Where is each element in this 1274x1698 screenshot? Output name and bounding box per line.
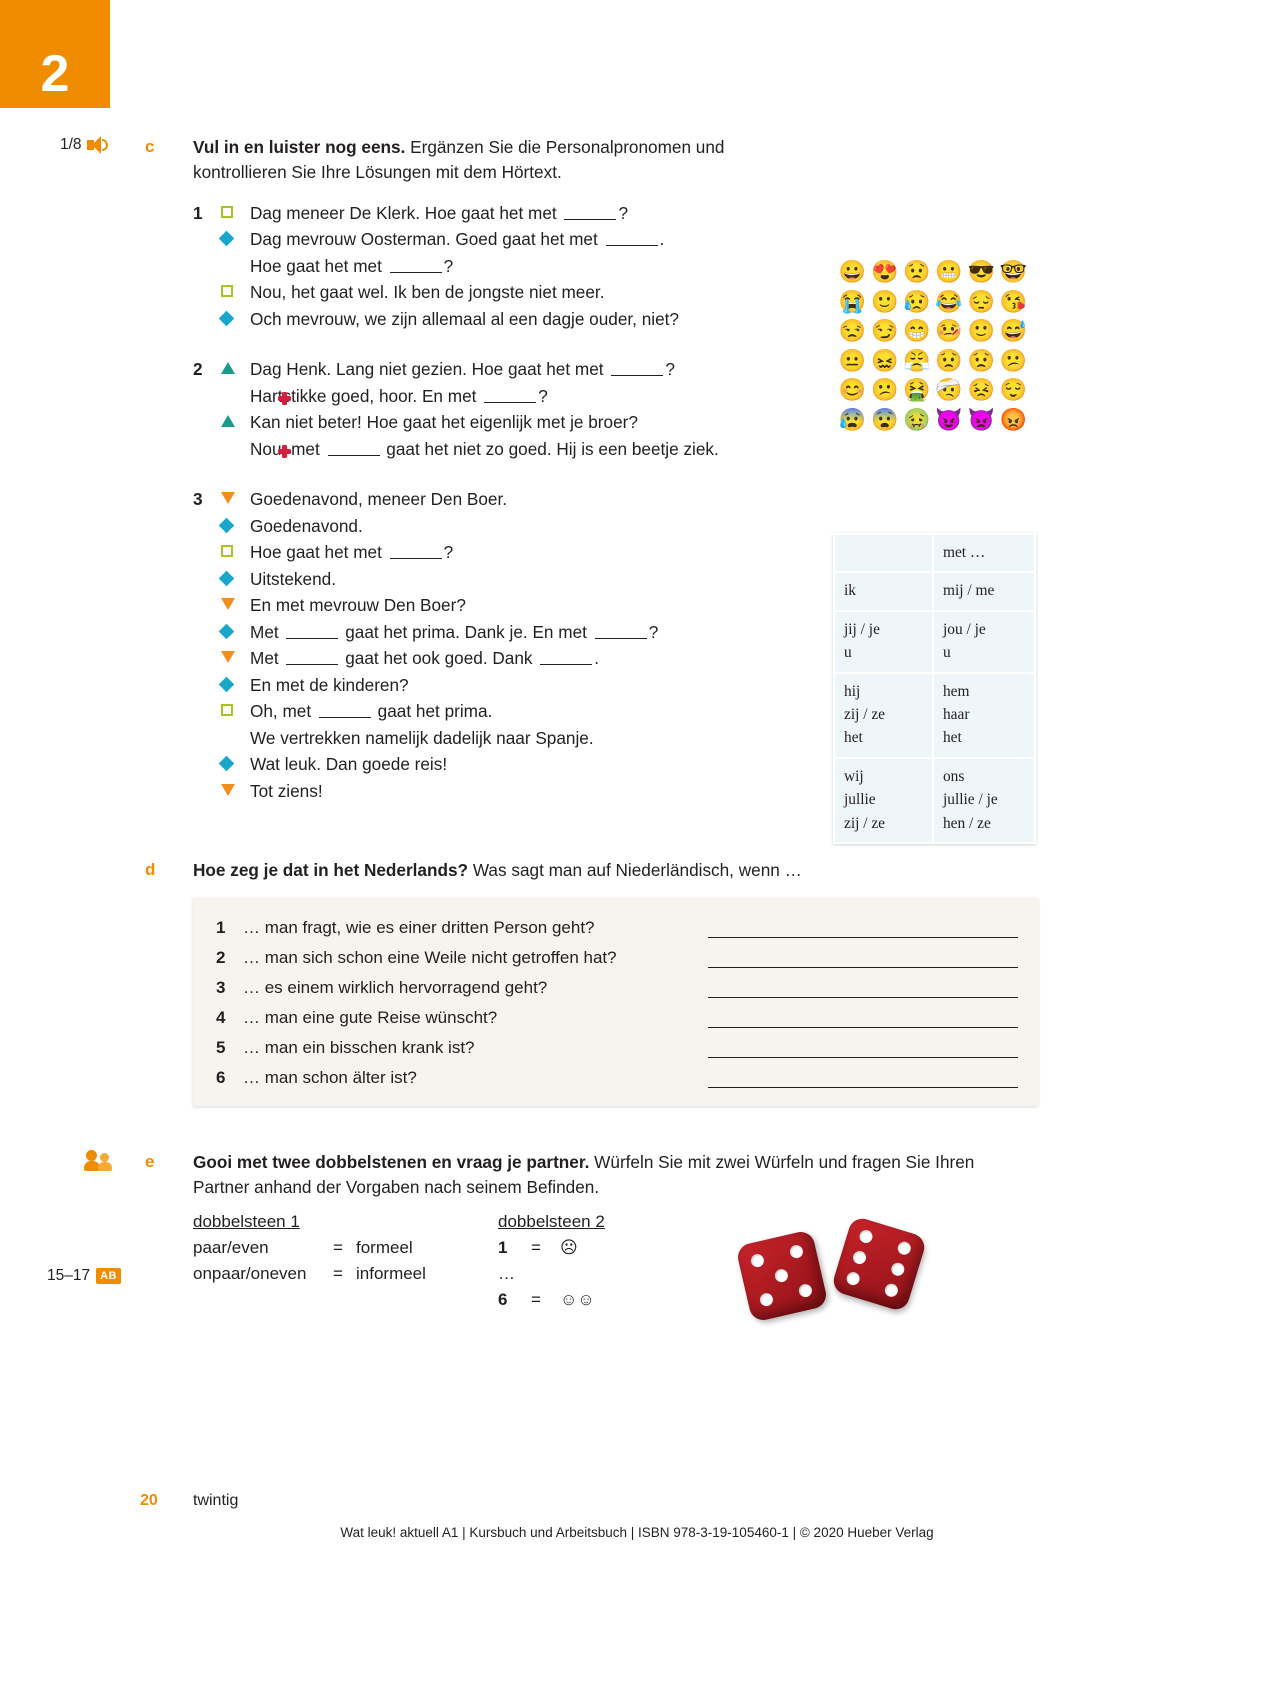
emoji-cell: 😭 [838,288,867,314]
dialogue-line [193,306,813,332]
page-number-word: twintig [193,1492,239,1509]
pronoun-object-cell: met … [934,535,1034,571]
item-number: 5 [216,1038,226,1057]
emoji-cell: 😎 [967,259,995,284]
dialogue-text: En met mevrouw Den Boer? [250,595,466,616]
dialogue-text: Oh, met [250,701,316,722]
emoji-cell: 😌 [999,377,1028,402]
emoji-cell: 😟 [935,347,963,373]
answer-blank[interactable] [286,648,338,665]
dialogue-text: Dag mevrouw Oosterman. Goed gaat het met [250,229,603,250]
dialogue-text: Nou, met [250,438,325,459]
emoji-cell: 🙂 [967,318,995,343]
speaker-marker-diamond-cyan [219,756,235,772]
dialogue-text: ? [648,621,659,642]
dialogue-number: 1 [193,203,203,223]
speaker-marker-triangle-down-orange [221,651,235,663]
answer-blank[interactable] [319,701,371,718]
speaker-marker-triangle-down-orange [221,784,235,796]
answer-line[interactable] [708,1057,1018,1058]
pronoun-object-cell: mij / me [934,573,1034,609]
answer-blank[interactable] [286,622,338,639]
exercise-d-item [216,1038,1036,1068]
workbook-reference [47,1267,121,1285]
workbook-pages: 15–17 [47,1267,91,1284]
dice-legend-row [498,1290,698,1316]
dialogue-text: . [594,648,600,669]
item-number: 1 [216,918,226,937]
dice-legend-value: informeel [356,1264,426,1283]
dialogue-line [193,356,813,382]
speaker-marker-triangle-down-orange [221,492,235,504]
dialogue-line [193,486,813,512]
emoji-cell: 😨 [871,406,899,432]
dice-legend-row [193,1238,493,1264]
exercise-e-title-de: Würfeln Sie mit zwei Würfeln und fragen Sie Ihren Partner anhand der Vorgaben nach seinem Befinden. [193,1152,975,1198]
die1-rows [193,1238,493,1290]
emoji-cell: 😔 [967,288,995,314]
dice-legend-key: … [498,1264,515,1283]
die1-heading: dobbelsteen 1 [193,1212,300,1231]
dialogue-text: Goedenavond, meneer Den Boer. [250,489,508,510]
exercise-d-title-de: Was sagt man auf Niederländisch, wenn … [472,860,802,880]
emoji-cell: 😡 [999,406,1028,432]
dialogue-text: Och mevrouw, we zijn allemaal al een dagje ouder, niet? [250,308,679,329]
exercise-letter-e: e [145,1152,155,1171]
emoji-cell: 😁 [903,318,931,343]
dialogue-line [193,725,813,751]
answer-blank[interactable] [595,622,647,639]
exercise-d-item [216,918,1036,948]
speaker-icon [87,136,109,154]
dice-legend-equals: = [531,1238,541,1257]
answer-line[interactable] [708,1027,1018,1028]
die-right [830,1215,927,1312]
answer-line[interactable] [708,937,1018,938]
emoji-cell: 😊 [838,377,867,402]
emoji-grid [838,258,1028,433]
speaker-marker-diamond-cyan [219,311,235,327]
item-text: … man schon älter ist? [243,1068,417,1087]
exercise-c-title-nl: Vul in en luister nog eens. [193,137,406,157]
dialogue [193,356,813,462]
emoji-cell: 😍 [871,259,899,284]
pronoun-subject-cell: wij jullie zij / ze [835,759,932,842]
emoji-cell: 🤕 [935,377,963,402]
dice-legend-value: ☺☺ [560,1290,595,1309]
dialogue-line [193,226,813,252]
pronoun-table-row [835,674,1034,757]
dialogue-text: Met [250,648,284,669]
exercise-e-title-nl: Gooi met twee dobbelstenen en vraag je partner. [193,1152,590,1172]
dialogue-number: 3 [193,489,203,510]
die1-heading-row [193,1212,493,1238]
emoji-cell: 😕 [871,377,899,402]
emoji-cell: 😈 [935,406,963,432]
pronoun-object-cell: ons jullie / je hen / ze [934,759,1034,842]
dialogue-list [193,200,813,828]
pronoun-table-body [835,535,1034,842]
emoji-cell: 👿 [967,406,995,432]
answer-blank[interactable] [606,229,658,246]
answer-blank[interactable] [390,542,442,559]
dialogue-text: Met [250,621,284,642]
emoji-cell: 😏 [871,318,899,343]
emoji-cell: 😘 [999,288,1028,314]
speaker-marker-triangle-down-orange [221,598,235,610]
speaker-marker-square-green [221,704,233,716]
die2-column [498,1212,698,1316]
page-number: 20 [140,1492,158,1509]
exercise-d-item [216,1008,1036,1038]
emoji-cell: 😣 [967,377,995,402]
emoji-cell: 😖 [871,347,899,373]
die2-rows [498,1238,698,1316]
pronoun-object-cell: hem haar het [934,674,1034,757]
emoji-cell: 🤮 [903,377,931,402]
item-text: … man sich schon eine Weile nicht getroffen hat? [243,948,617,967]
emoji-cell: 😕 [999,347,1028,373]
emoji-cell: 🤢 [903,406,931,432]
answer-line[interactable] [708,997,1018,998]
emoji-cell: 😰 [838,406,867,432]
pronoun-subject-cell [835,535,932,571]
dice-legend-value: formeel [356,1238,413,1257]
speaker-marker-square-green [221,206,233,218]
emoji-cell: 🤒 [935,318,963,343]
dialogue [193,486,813,804]
answer-blank[interactable] [390,256,442,273]
item-text: … man ein bisschen krank ist? [243,1038,475,1057]
dialogue-line [193,619,813,645]
dialogue-line [193,279,813,305]
die2-heading: dobbelsteen 2 [498,1212,605,1231]
dialogue-text: En met de kinderen? [250,674,409,695]
speaker-marker-triangle-up-teal [221,362,235,374]
copyright-line: Wat leuk! aktuell A1 | Kursbuch und Arbeitsbuch | ISBN 978-3-19-105460-1 | © 2020 Hueber Verlag [340,1525,934,1540]
dice-legend-key: onpaar/oneven [193,1264,307,1283]
emoji-cell: 😐 [838,347,867,373]
speaker-marker-square-green [221,285,233,297]
pronoun-object-cell: jou / je u [934,612,1034,672]
dialogue-text: Uitstekend. [250,568,336,589]
dice-legend-equals: = [531,1290,541,1309]
emoji-cell: 😅 [999,318,1028,343]
pronoun-subject-cell: ik [835,573,932,609]
dialogue-text: ? [443,255,454,276]
dialogue-line [193,383,813,409]
exercise-c-instruction [193,135,793,186]
dialogue-text: Tot ziens! [250,780,323,801]
exercise-d-item [216,978,1036,1008]
dialogue-text: Wat leuk. Dan goede reis! [250,754,448,775]
dice-legend-equals: = [333,1238,343,1257]
die2-heading-row [498,1212,698,1238]
dice-legend-value: ☹ [560,1238,578,1257]
speaker-marker-diamond-cyan [219,571,235,587]
dice-legend-row [498,1264,698,1290]
speaker-marker-triangle-up-teal [221,415,235,427]
emoji-cell: 😬 [935,259,963,284]
dialogue [193,200,813,332]
dice-legend-key: 6 [498,1290,508,1309]
item-number: 3 [216,978,226,997]
exercise-d-item [216,948,1036,978]
speaker-marker-diamond-cyan [219,518,235,534]
dice-legend-row [193,1264,493,1290]
answer-line[interactable] [708,967,1018,968]
dialogue-line [193,253,813,279]
answer-line[interactable] [708,1087,1018,1088]
dialogue-line [193,645,813,671]
dialogue-text: Nou, het gaat wel. Ik ben de jongste niet meer. [250,282,605,303]
emoji-cell: 😥 [903,288,931,314]
die-left [735,1229,829,1323]
answer-blank[interactable] [540,648,592,665]
dialogue-text: ? [665,359,675,380]
emoji-cell: 😒 [838,318,867,343]
dialogue-line [193,592,813,618]
dialogue-text: gaat het prima. Dank je. En met [340,621,592,642]
pronoun-table-row [835,759,1034,842]
dialogue-text: Hartstikke goed, hoor. En met [250,385,482,406]
speaker-marker-diamond-cyan [219,231,235,247]
chapter-tab [0,0,110,108]
dialogue-text: ? [618,203,629,223]
pronoun-table-row [835,612,1034,672]
item-number: 6 [216,1068,226,1087]
exercise-d-title-nl: Hoe zeg je dat in het Nederlands? [193,860,469,880]
dialogue-text: Hoe gaat het met [250,542,387,563]
item-text: … man fragt, wie es einer dritten Person geht? [243,918,595,937]
speaker-marker-diamond-cyan [219,624,235,640]
dice-illustration [735,1225,945,1330]
dialogue-text: We vertrekken namelijk dadelijk naar Spanje. [250,727,594,748]
dice-legend-equals: = [333,1264,343,1283]
dialogue-line [193,409,813,435]
exercise-d-item-list [216,918,1036,1098]
item-number: 4 [216,1008,226,1027]
exercise-e-instruction [193,1150,993,1201]
dice-legend-key: paar/even [193,1238,269,1257]
item-text: … man eine gute Reise wünscht? [243,1008,498,1027]
answer-blank[interactable] [484,386,536,403]
workbook-badge: AB [96,1268,121,1284]
exercise-letter-c: c [145,137,155,156]
dialogue-text: Goedenavond. [250,515,363,536]
dialogue-text: Hoe gaat het met [250,255,387,276]
pronoun-table-row [835,573,1034,609]
exercise-c-title-de: Ergänzen Sie die Personalpronomen und kontrollieren Sie Ihre Lösungen mit dem Hörtext. [193,137,725,183]
dialogue-line [193,698,813,724]
dialogue-line [193,513,813,539]
dialogue-line [193,751,813,777]
emoji-cell: 😟 [967,347,995,373]
emoji-cell: 😤 [903,347,931,373]
answer-blank[interactable] [564,203,616,220]
dialogue-line [193,778,813,804]
item-text: … es einem wirklich hervorragend geht? [243,978,548,997]
dialogue-line [193,200,813,226]
answer-blank[interactable] [328,439,380,456]
exercise-d-instruction [193,858,1013,883]
dice-legend-key: 1 [498,1238,508,1257]
emoji-cell: 😟 [903,259,931,284]
exercise-letter-d: d [145,860,156,879]
dialogue-text: Dag meneer De Klerk. Hoe gaat het met [250,203,562,223]
dialogue-text: gaat het prima. [372,701,493,722]
dialogue-text: . [659,229,665,250]
exercise-d-item [216,1068,1036,1098]
dialogue-number: 2 [193,359,203,380]
item-number: 2 [216,948,226,967]
dialogue-text: ? [538,385,548,406]
answer-blank[interactable] [611,359,663,376]
dialogue-text: ? [443,542,454,563]
pronoun-table [833,533,1036,844]
dialogue-text: gaat het niet zo goed. Hij is een beetje ziek. [381,438,719,459]
audio-track-marker [60,136,109,154]
pronoun-subject-cell: hij zij / ze het [835,674,932,757]
pronoun-table-row [835,535,1034,571]
dialogue-text: Kan niet beter! Hoe gaat het eigenlijk met je broer? [250,412,638,433]
speaker-marker-diamond-cyan [219,676,235,692]
dialogue-line [193,436,813,462]
dialogue-line [193,672,813,698]
emoji-cell: 🤓 [999,259,1028,284]
dialogue-text: Dag Henk. Lang niet gezien. Hoe gaat het met [250,359,609,380]
dice-legend-row [498,1238,698,1264]
pronoun-subject-cell: jij / je u [835,612,932,672]
emoji-cell: 😀 [838,259,867,284]
audio-track-number: 1/8 [60,136,82,153]
chapter-number: 2 [40,45,70,103]
partner-work-icon [86,1150,116,1172]
speaker-marker-square-green [221,545,233,557]
dialogue-line [193,539,813,565]
emoji-cell: 🙂 [871,288,899,314]
dialogue-line [193,566,813,592]
emoji-cell: 😂 [935,288,963,314]
die1-column [193,1212,493,1290]
dialogue-text: gaat het ook goed. Dank [340,648,538,669]
